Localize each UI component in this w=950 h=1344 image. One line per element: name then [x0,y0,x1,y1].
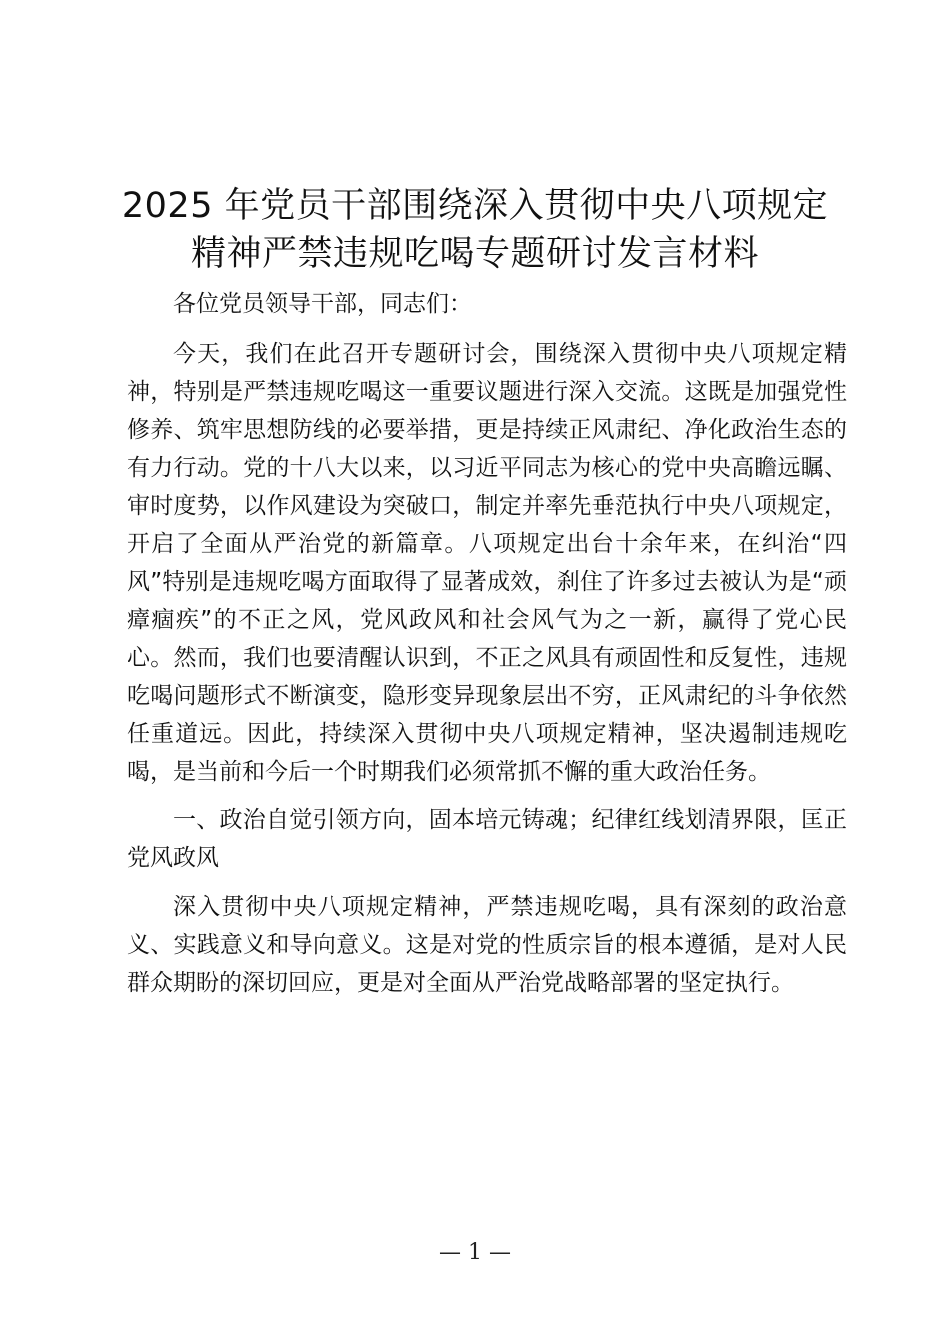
section-heading-1: 一、政治自觉引领方向，固本培元铸魂；纪律红线划清界限，匡正党风政风 [127,807,847,871]
title-line-2: 精神严禁违规吃喝专题研讨发言材料 [190,234,759,274]
paragraph-section-1: 深入贯彻中央八项规定精神，严禁违规吃喝，具有深刻的政治意义、实践意义和导向意义。这是对党的性质宗旨的根本遵循，是对人民群众期盼的深切回应，更是对全面从严治党战略部署的坚定执行。 [127,894,847,996]
document-title [100,182,850,278]
paragraph-intro: 今天，我们在此召开专题研讨会，围绕深入贯彻中央八项规定精神，特别是严禁违规吃喝这一重要议题进行深入交流。这既是加强党性修养、筑牢思想防线的必要举措，更是持续正风肃纪、净化政治生态的有力行动。党的十八大以来，以习近平同志为核心的党中央高瞻远瞩、审时度势，以作风建设为突破口，制定并率先垂范执行中央八项规定，开启了全面从严治党的新篇章。八项规定出台十余年来，在纠治“四风”特别是违规吃喝方面取得了显著成效，刹住了许多过去被认为是“顽瘴痼疾”的不正之风，党风政风和社会风气为之一新，赢得了党心民心。然而，我们也要清醒认识到，不正之风具有顽固性和反复性，违规吃喝问题形式不断演变，隐形变异现象层出不穷，正风肃纪的斗争依然任重道远。因此，持续深入贯彻中央八项规定精神，坚决遏制违规吃喝，是当前和今后一个时期我们必须常抓不懈的重大政治任务。 [127,341,847,785]
document-body [127,285,847,1012]
greeting: 各位党员领导干部，同志们： [173,291,472,317]
page-number: — 1 — [439,1240,511,1265]
title-line-1: 2025 年党员干部围绕深入贯彻中央八项规定 [121,186,829,226]
